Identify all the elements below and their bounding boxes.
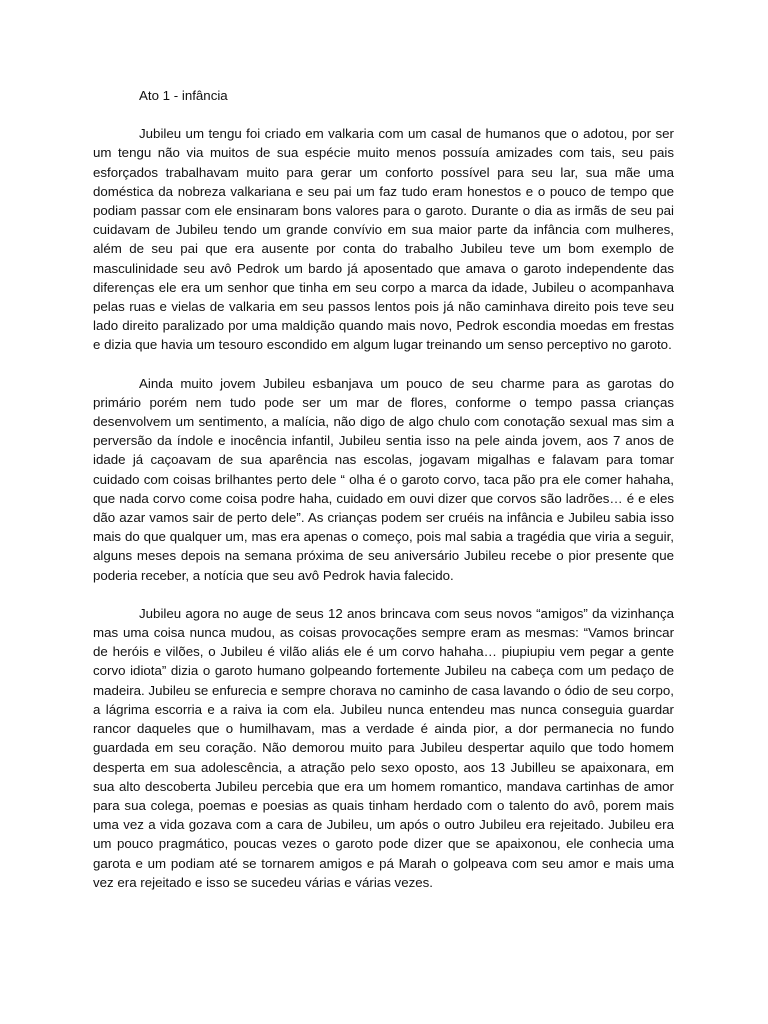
document-page	[93, 86, 674, 911]
section-heading: Ato 1 - infância	[139, 88, 228, 103]
paragraph-2: Ainda muito jovem Jubileu esbanjava um pouco de seu charme para as garotas do primário porém nem tudo pode ser um mar de flores, conforme o tempo passa crianças desenvolvem um sentimento, a malícia, não digo de algo chulo com conotação sexual mas sim a perversão da índole e inocência infantil, Jubileu sentia isso na pele ainda jovem, aos 7 anos de idade já caçoavam de sua aparência nas escolas, jogavam migalhas e falavam para tomar cuidado com coisas brilhantes perto dele “ olha é o garoto corvo, taca pão pra ele comer hahaha, que nada corvo come coisa podre haha, cuidado em ouvi dizer que corvos são ladrões… é e eles dão azar vamos sair de perto dele”. As crianças podem ser cruéis na infância e Jubileu sabia isso mais do que qualquer um, mas era apenas o começo, pois mal sabia a tragédia que viria a seguir, alguns meses depois na semana próxima de seu aniversário Jubileu recebe o pior presente que poderia receber, a notícia que seu avô Pedrok havia falecido.	[93, 375, 674, 583]
paragraph-3: Jubileu agora no auge de seus 12 anos brincava com seus novos “amigos” da vizinhança mas uma coisa nunca mudou, as coisas provocações sempre eram as mesmas: “Vamos brincar de heróis e vilões, o Jubileu é vilão aliás ele é um corvo hahaha… piupiupiu vem pegar a gente corvo idiota” dizia o garoto humano golpeando fortemente Jubileu na cabeça com um pedaço de madeira. Jubileu se enfurecia e sempre chorava no caminho de casa lavando o ódio de seu corpo, a lágrima escorria e a raiva ia com ela. Jubileu nunca entendeu mas nunca conseguia guardar rancor daqueles que o humilhavam, mas a verdade é ainda pior, a dor permanecia no fundo guardada em seu coração. Não demorou muito para Jubileu despertar aquilo que todo homem desperta em sua adolescência, a atração pelo sexo oposto, aos 13 Jubilleu se apaixonara, em sua alto descoberta Jubileu percebia que era um homem romantico, mandava cartinhas de amor para sua colega, poemas e poesias as quais tinham herdado com o talento do avô, porem mais uma vez a vida gozava com a cara de Jubileu, um após o outro Jubileu era rejeitado. Jubileu era um pouco pragmático, poucas vezes o garoto pode dizer que se apaixonou, ele conhecia uma garota e um podiam até se tornarem amigos e pá Marah o golpeava com seu amor e mais uma vez era rejeitado e isso se sucedeu várias e várias vezes.	[93, 605, 674, 890]
paragraph-1: Jubileu um tengu foi criado em valkaria com um casal de humanos que o adotou, por ser um tengu não via muitos de sua espécie muito menos possuía amizades com tais, seu pais esforçados trabalhavam muito para gerar um conforto possível para seu lar, sua mãe uma doméstica da nobreza valkariana e seu pai um faz tudo eram honestos e o pouco de tempo que podiam passar com ele ensinaram bons valores para o garoto. Durante o dia as irmãs de seu pai cuidavam de Jubileu tendo um grande convívio em sua maior parte da infância com mulheres, além de seu pai que era ausente por conta do trabalho Jubileu teve um bom exemplo de masculinidade seu avô Pedrok um bardo já aposentado que amava o garoto independente das diferenças ele era um senhor que tinha em seu corpo a marca da idade, Jubileu o acompanhava pelas ruas e vielas de valkaria em seu passos lentos pois já não caminhava direito pois teve seu lado direito paralizado por uma maldição quando mais novo, Pedrok escondia moedas em frestas e dizia que havia um tesouro escondido em algum lugar treinando um senso perceptivo no garoto.	[93, 126, 674, 353]
